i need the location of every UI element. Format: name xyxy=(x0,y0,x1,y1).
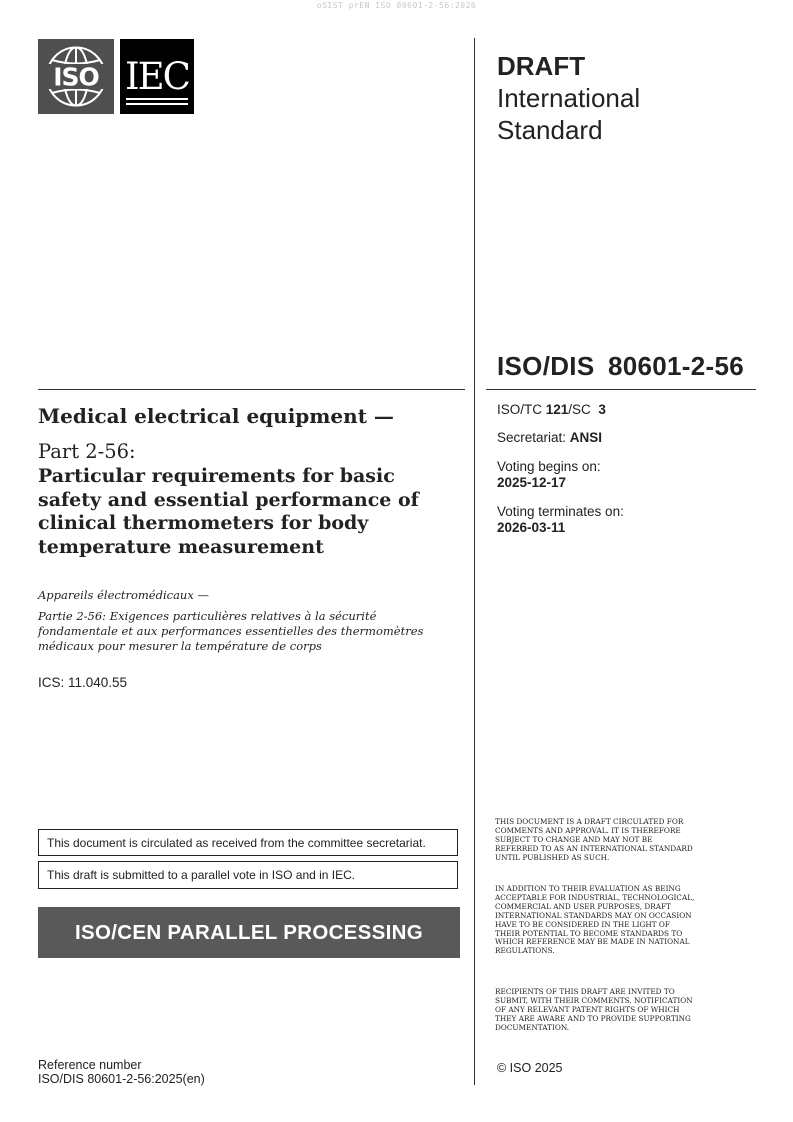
document-subtitle: Particular requirements for basic safety and essential performance of clinical thermometers for body temperature measurement xyxy=(38,465,419,558)
voting-begins-label: Voting begins on: xyxy=(497,459,601,474)
secretariat-label: Secretariat: xyxy=(497,430,570,445)
iec-logo-text: IEC xyxy=(125,55,189,98)
voting-begins xyxy=(497,459,601,491)
voting-begins-date: 2025-12-17 xyxy=(497,475,567,490)
draft-heading xyxy=(497,50,640,146)
copyright: © ISO 2025 xyxy=(497,1061,563,1075)
committee-line xyxy=(497,402,606,418)
parallel-vote-note-text: This draft is submitted to a parallel vote in ISO and in IEC. xyxy=(47,868,356,882)
french-subtitle: Partie 2-56: Exigences particulières relatives à la sécurité fondamentale et aux performances essentielles des thermomètres médicaux pour mesurer la température de corps xyxy=(38,609,424,653)
draft-label-standard: Standard xyxy=(497,115,603,145)
iec-logo xyxy=(120,39,194,114)
circulation-note-text: This document is circulated as received from the committee secretariat. xyxy=(47,835,426,850)
vertical-divider xyxy=(474,38,475,1085)
voting-terminates xyxy=(497,504,624,536)
disclaimer-paragraph-2: IN ADDITION TO THEIR EVALUATION AS BEING ACCEPTABLE FOR INDUSTRIAL, TECHNOLOGICAL, COMMERCIAL AND USER PURPOSES, DRAFT INTERNATIONAL STANDARDS MAY ON OCCASION HAVE TO BE CONSIDERED IN THE LIGHT OF THEIR POTENTIAL TO BECOME STANDARDS TO WHICH REFERENCE MAY BE MADE IN NATIONAL REGULATIONS. xyxy=(495,884,695,956)
tc-prefix: ISO/TC xyxy=(497,402,546,417)
watermark: oSIST prEN ISO 80601-2-56:2026 xyxy=(316,1,477,10)
french-title: Appareils électromédicaux — xyxy=(38,588,209,602)
voting-terminates-date: 2026-03-11 xyxy=(497,520,566,535)
reference-number xyxy=(38,1059,205,1086)
disclaimer-paragraph-3: RECIPIENTS OF THIS DRAFT ARE INVITED TO SUBMIT, WITH THEIR COMMENTS, NOTIFICATION OF ANY RELEVANT PATENT RIGHTS OF WHICH THEY ARE AWARE AND TO PROVIDE SUPPORTING DOCUMENTATION. xyxy=(495,987,693,1032)
tc-number: 121 xyxy=(545,402,569,417)
sc-prefix: /SC xyxy=(568,402,595,417)
sc-number: 3 xyxy=(598,402,606,417)
horizontal-divider-left xyxy=(38,389,465,390)
horizontal-divider-right xyxy=(486,389,756,390)
document-title: Medical electrical equipment — xyxy=(38,404,394,428)
draft-label: DRAFT xyxy=(497,51,586,81)
iso-logo xyxy=(38,39,114,114)
reference-value: ISO/DIS 80601-2-56:2025(en) xyxy=(38,1071,205,1086)
draft-label-international: International xyxy=(497,83,641,113)
part-number: Part 2-56: xyxy=(38,440,136,463)
ics-code: ICS: 11.040.55 xyxy=(38,675,128,690)
iso-logo-text: ISO xyxy=(53,62,99,92)
disclaimer-paragraph-1: THIS DOCUMENT IS A DRAFT CIRCULATED FOR COMMENTS AND APPROVAL. IT IS THEREFORE SUBJECT TO CHANGE AND MAY NOT BE REFERRED TO AS AN INTERNATIONAL STANDARD UNTIL PUBLISHED AS SUCH. xyxy=(495,817,693,862)
secretariat-line xyxy=(497,430,602,446)
circulation-note xyxy=(38,829,458,856)
parallel-processing-banner: ISO/CEN PARALLEL PROCESSING xyxy=(38,907,460,958)
voting-terminates-label: Voting terminates on: xyxy=(497,504,624,519)
reference-label: Reference number xyxy=(38,1058,142,1072)
secretariat-value: ANSI xyxy=(569,430,603,445)
parallel-vote-note xyxy=(38,861,458,889)
document-number: ISO/DIS 80601-2-56 xyxy=(497,351,744,381)
